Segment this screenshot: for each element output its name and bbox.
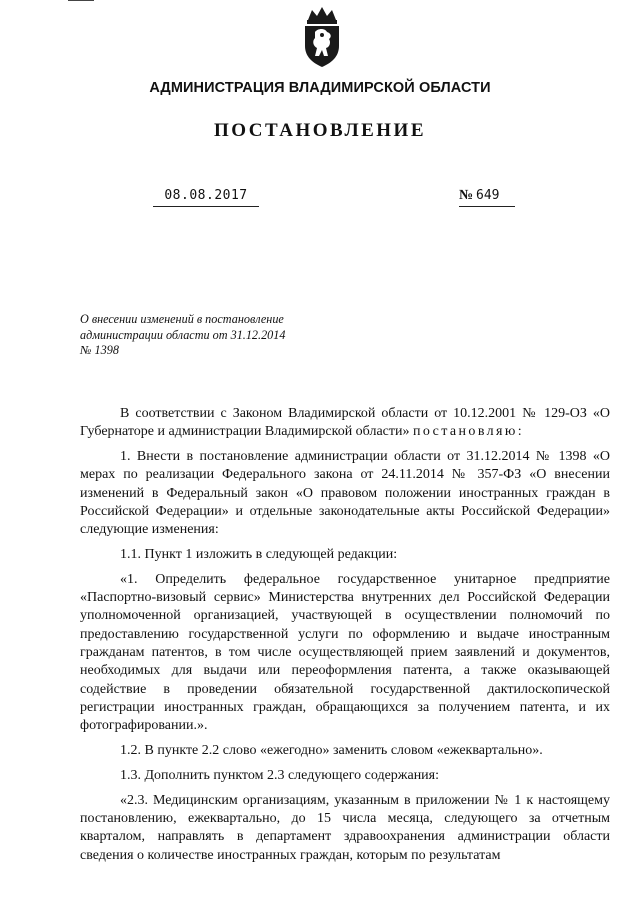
paragraph-1: 1. Внести в постановление администрации области от 31.12.2014 № 1398 «О мерах по реализации Федерального закона от 24.11.2014 № 357-ФЗ «О внесении изменений в Федеральный закон «О правовом положении иностранных граждан в Российской Федерации» и отдельные законодательные акты Российской Федерации» следующие изменения: [80,449,610,538]
document-subject [80,312,312,359]
document-number: 649 [476,188,500,203]
document-body [80,405,610,871]
document-type-title: ПОСТАНОВЛЕНИЕ [213,120,427,141]
number-label: № [459,188,474,203]
document-date: 08.08.2017 [164,188,248,203]
subject-line-2: администрации области от 31.12.2014 [80,327,286,342]
paragraph-quote-1: «1. Определить федеральное государственное унитарное предприятие «Паспортно-визовый сервис» Министерства внутренних дел Российской Федерации уполномоченной организацией, участвующей в осуществлении полномочий по предоставлению государственной услуги по оформлению и выдаче иностранным гражданам патентов, в том числе осуществляющей прием заявлений и документов, необходимых для выдачи или переоформления патента, а также оказывающей содействие в проведении обязательной государственной дактилоскопической регистрации иностранных граждан, обращающихся за получением патента, и их фотографировании.». [80,571,610,734]
organization-name: АДМИНИСТРАЦИЯ ВЛАДИМИРСКОЙ ОБЛАСТИ [149,80,491,96]
paragraph-1-2: 1.2. В пункте 2.2 слово «ежегодно» заменить словом «ежеквартально». [120,743,543,759]
subject-line-1: О внесении изменений в постановление [80,312,284,326]
subject-line-3: № 1398 [80,343,119,357]
paragraph-1-3: 1.3. Дополнить пунктом 2.3 следующего содержания: [120,767,440,783]
paragraph-1-1: 1.1. Пункт 1 изложить в следующей редакции: [120,547,398,563]
scan-edge-line [68,0,94,1]
number-underline [459,206,515,207]
paragraph-quote-2-3: «2.3. Медицинским организациям, указанным в приложении № 1 к настоящему постановлению, ежеквартально, до 15 числа месяца, следующего за отчетным кварталом, направлять в департамент здравоохранения администрации области сведения о количестве иностранных граждан, которым по результатам [80,792,610,863]
date-underline [153,206,259,207]
preamble-text: В соответствии с Законом Владимирской области от 10.12.2001 № 129-ОЗ «О Губернаторе и администрации Владимирской области» [80,406,610,440]
resolve-word: постановляю: [412,424,525,440]
preamble-paragraph [80,405,610,442]
coat-of-arms-emblem-icon [298,6,346,68]
